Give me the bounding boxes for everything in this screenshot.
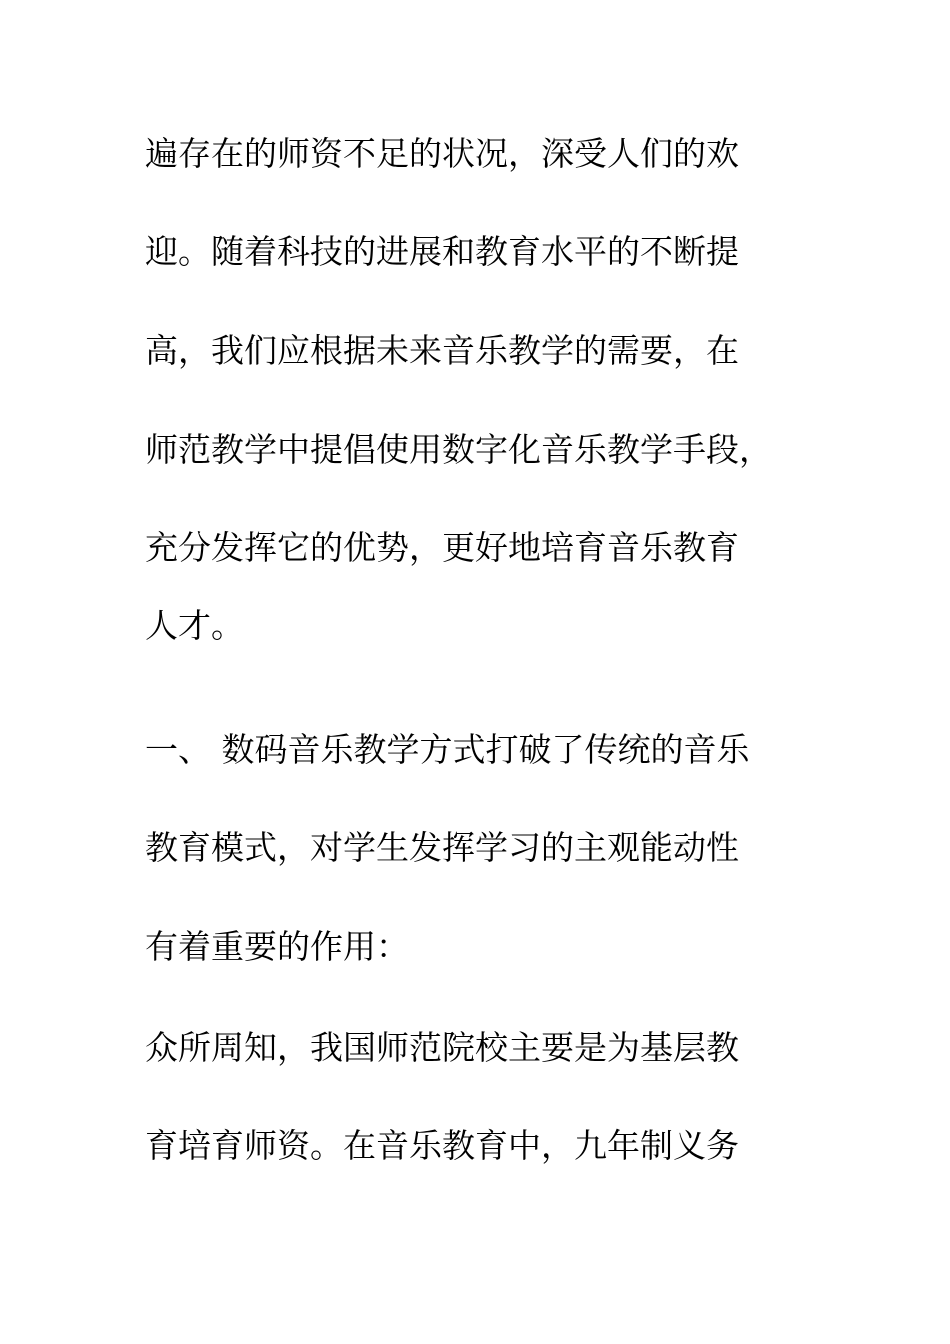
paragraph-line: 师范教学中提倡使用数字化音乐教学手段， <box>145 430 772 469</box>
paragraph-line: 迎。随着科技的进展和教育水平的不断提 <box>145 232 739 271</box>
paragraph-line: 众所周知，我国师范院校主要是为基层教 <box>145 1028 739 1067</box>
paragraph-line: 遍存在的师资不足的状况，深受人们的欢 <box>145 134 739 173</box>
paragraph-line: 人才。 <box>145 606 244 645</box>
section-heading-line: 教育模式，对学生发挥学习的主观能动性 <box>145 828 739 867</box>
paragraph-line: 高，我们应根据未来音乐教学的需要，在 <box>145 331 739 370</box>
section-heading-line: 一、 数码音乐教学方式打破了传统的音乐 <box>145 730 750 769</box>
paragraph-line: 充分发挥它的优势，更好地培育音乐教育 <box>145 528 739 567</box>
section-heading-line: 有着重要的作用： <box>145 927 409 966</box>
paragraph-line: 育培育师资。在音乐教育中，九年制义务 <box>145 1126 739 1165</box>
